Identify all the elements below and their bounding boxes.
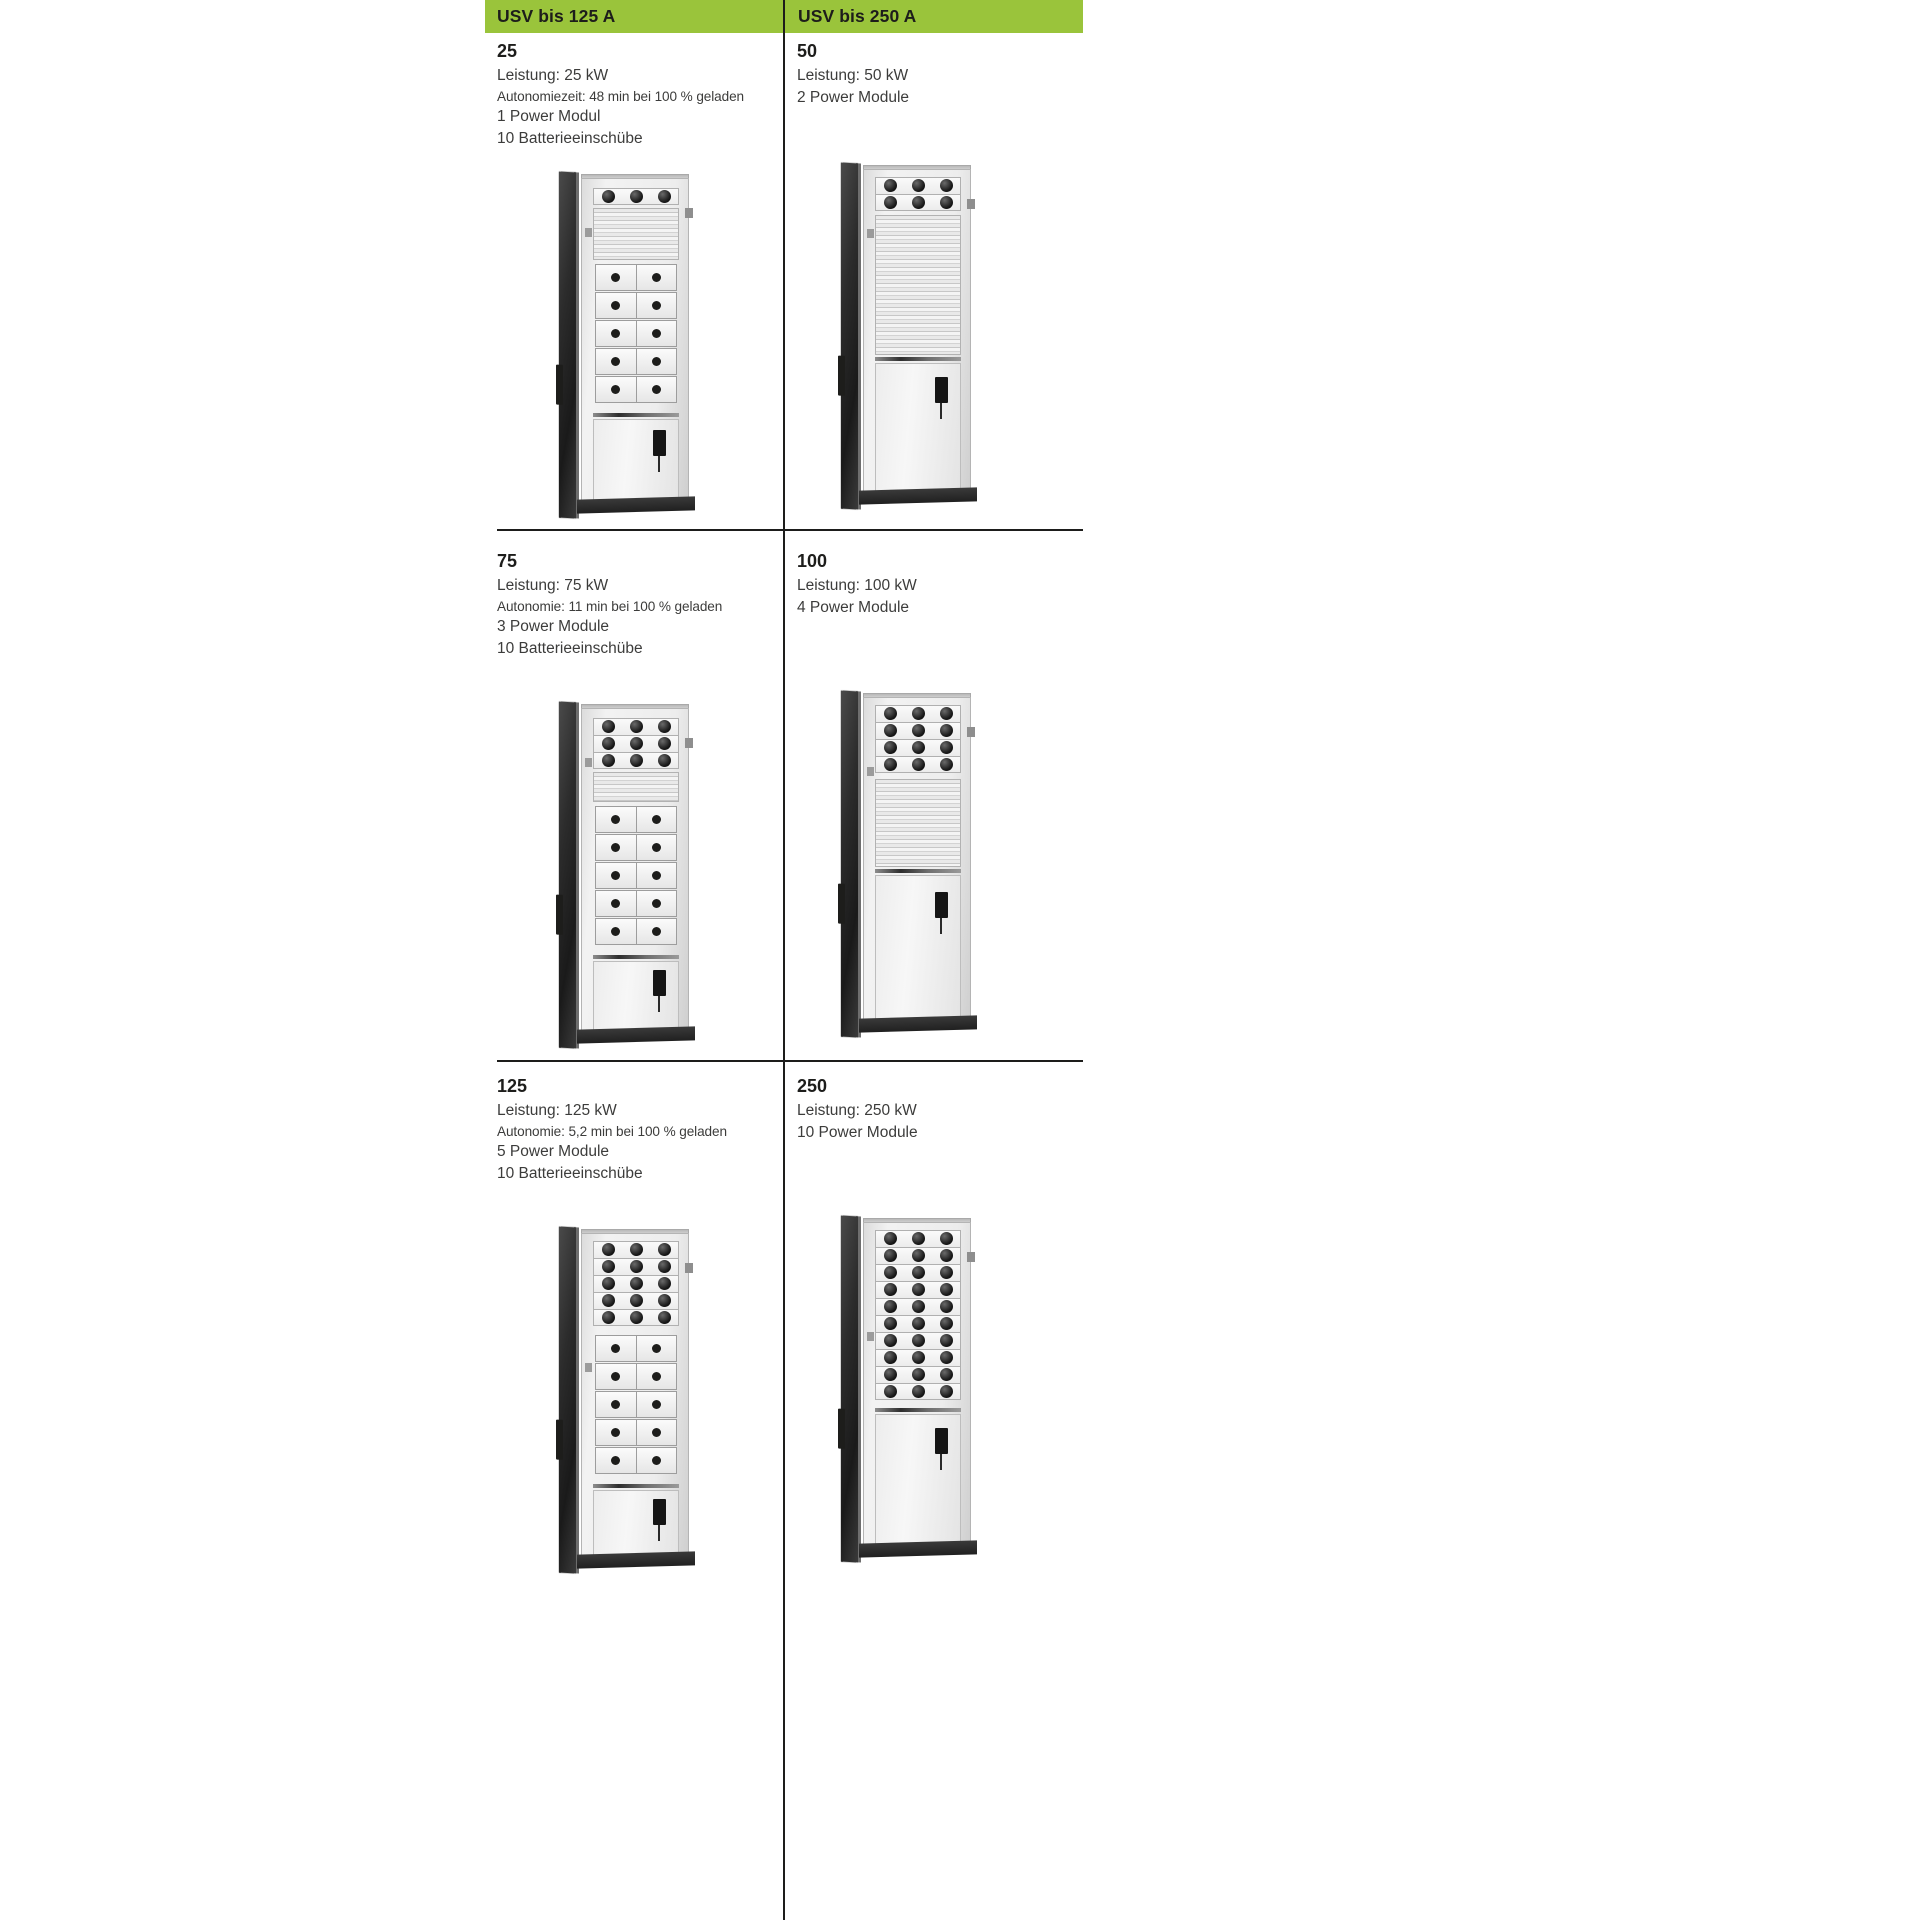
row-divider-1 bbox=[497, 529, 1083, 531]
column-divider bbox=[783, 0, 785, 1920]
door-handle-icon bbox=[838, 883, 845, 923]
cabinet-door-icon bbox=[841, 690, 858, 1037]
cell-25kw-spec-1: Autonomiezeit: 48 min bei 100 % geladen bbox=[497, 88, 744, 104]
breaker-icon bbox=[653, 970, 666, 996]
cell-75kw bbox=[497, 550, 783, 1048]
power-module-block bbox=[593, 1241, 679, 1326]
lower-compartment bbox=[875, 1414, 961, 1546]
door-handle-icon bbox=[556, 1419, 563, 1459]
cell-50kw-spec-1: 2 Power Module bbox=[797, 88, 910, 106]
door-handle-icon bbox=[556, 364, 563, 404]
column-header-250a-label: USV bis 250 A bbox=[798, 6, 917, 26]
cell-25kw-spec-3: 10 Batterieeinschübe bbox=[497, 129, 643, 147]
cell-100kw-spec-1: 4 Power Module bbox=[797, 598, 910, 616]
cabinet-image-100kw bbox=[797, 687, 1083, 1037]
cell-50kw bbox=[797, 40, 1083, 509]
cell-100kw bbox=[797, 550, 1083, 1037]
cabinet-door-icon bbox=[841, 1215, 858, 1562]
cell-250kw-spec-1: 10 Power Module bbox=[797, 1123, 918, 1141]
cell-25kw-number: 25 bbox=[497, 41, 518, 61]
lower-compartment bbox=[593, 419, 679, 501]
lower-compartment bbox=[593, 1490, 679, 1558]
power-module-block bbox=[593, 188, 679, 205]
cabinet-door-icon bbox=[841, 162, 858, 509]
separator-bar bbox=[593, 1484, 679, 1488]
hinge-icon bbox=[685, 208, 693, 218]
cell-125kw-spec-0: Leistung: 125 kW bbox=[497, 1101, 617, 1119]
breaker-icon bbox=[935, 377, 948, 403]
cabinet-door-icon bbox=[559, 1226, 576, 1573]
latch-icon bbox=[585, 228, 592, 237]
cabinet-plinth bbox=[577, 1026, 695, 1043]
hinge-icon bbox=[685, 1263, 693, 1273]
breaker-icon bbox=[935, 892, 948, 918]
separator-bar bbox=[875, 357, 961, 361]
breaker-icon bbox=[653, 1499, 666, 1525]
latch-icon bbox=[585, 1363, 592, 1372]
battery-tray-grid bbox=[595, 264, 677, 404]
power-module-block bbox=[875, 177, 961, 211]
cabinet-image-50kw bbox=[797, 159, 1083, 509]
row-divider-2 bbox=[497, 1060, 1083, 1062]
cell-75kw-spec-0: Leistung: 75 kW bbox=[497, 576, 609, 594]
cell-75kw-spec-1: Autonomie: 11 min bei 100 % geladen bbox=[497, 598, 723, 614]
latch-icon bbox=[867, 229, 874, 238]
power-module-block bbox=[875, 1230, 961, 1400]
cell-75kw-number: 75 bbox=[497, 551, 518, 571]
cell-25kw-spec-0: Leistung: 25 kW bbox=[497, 66, 609, 84]
cell-75kw-spec-3: 10 Batterieeinschübe bbox=[497, 639, 643, 657]
cell-250kw-spec-0: Leistung: 250 kW bbox=[797, 1101, 917, 1119]
separator-bar bbox=[593, 413, 679, 417]
column-header-125a-label: USV bis 125 A bbox=[497, 6, 616, 26]
door-handle-icon bbox=[556, 894, 563, 934]
cabinet-plinth bbox=[859, 1540, 977, 1557]
cell-50kw-spec-0: Leistung: 50 kW bbox=[797, 66, 909, 84]
cabinet-plinth bbox=[577, 496, 695, 513]
cell-250kw-number: 250 bbox=[797, 1076, 828, 1096]
vent-panel bbox=[875, 779, 961, 867]
cell-125kw-number: 125 bbox=[497, 1076, 528, 1096]
latch-icon bbox=[585, 758, 592, 767]
cell-100kw-spec-0: Leistung: 100 kW bbox=[797, 576, 917, 594]
cell-250kw bbox=[797, 1075, 1083, 1562]
cell-25kw-spec-2: 1 Power Modul bbox=[497, 107, 601, 125]
cabinet-plinth bbox=[577, 1551, 695, 1568]
cabinet-image-125kw bbox=[497, 1223, 783, 1573]
lower-compartment bbox=[593, 961, 679, 1033]
hinge-icon bbox=[685, 738, 693, 748]
cabinet-plinth bbox=[859, 487, 977, 504]
cell-125kw bbox=[497, 1075, 783, 1573]
column-header-125a bbox=[485, 0, 783, 33]
cabinet-door-icon bbox=[559, 171, 576, 518]
cell-100kw-number: 100 bbox=[797, 551, 828, 571]
cell-25kw bbox=[497, 40, 783, 518]
power-module-block bbox=[593, 718, 679, 769]
cabinet-image-75kw bbox=[497, 698, 783, 1048]
cabinet-door-icon bbox=[559, 701, 576, 1048]
usv-comparison-table bbox=[485, 0, 1083, 1920]
separator-bar bbox=[875, 869, 961, 873]
cabinet-image-25kw bbox=[497, 168, 783, 518]
latch-icon bbox=[867, 1332, 874, 1341]
door-handle-icon bbox=[838, 355, 845, 395]
cell-125kw-spec-2: 5 Power Module bbox=[497, 1142, 610, 1160]
power-module-block bbox=[875, 705, 961, 773]
battery-tray-grid bbox=[595, 1335, 677, 1475]
lower-compartment bbox=[875, 363, 961, 493]
battery-tray-grid bbox=[595, 806, 677, 946]
vent-panel bbox=[593, 772, 679, 802]
latch-icon bbox=[867, 767, 874, 776]
door-handle-icon bbox=[838, 1408, 845, 1448]
breaker-icon bbox=[653, 430, 666, 456]
column-header-250a bbox=[783, 0, 1083, 33]
cabinet-plinth bbox=[859, 1015, 977, 1032]
cell-50kw-number: 50 bbox=[797, 41, 818, 61]
cabinet-image-250kw bbox=[797, 1212, 1083, 1562]
hinge-icon bbox=[967, 727, 975, 737]
vent-panel bbox=[593, 208, 679, 260]
separator-bar bbox=[875, 1408, 961, 1412]
separator-bar bbox=[593, 955, 679, 959]
lower-compartment bbox=[875, 875, 961, 1021]
cell-75kw-spec-2: 3 Power Module bbox=[497, 617, 610, 635]
hinge-icon bbox=[967, 199, 975, 209]
hinge-icon bbox=[967, 1252, 975, 1262]
breaker-icon bbox=[935, 1428, 948, 1454]
cell-125kw-spec-3: 10 Batterieeinschübe bbox=[497, 1164, 643, 1182]
vent-panel bbox=[875, 215, 961, 355]
cell-125kw-spec-1: Autonomie: 5,2 min bei 100 % geladen bbox=[497, 1123, 727, 1139]
